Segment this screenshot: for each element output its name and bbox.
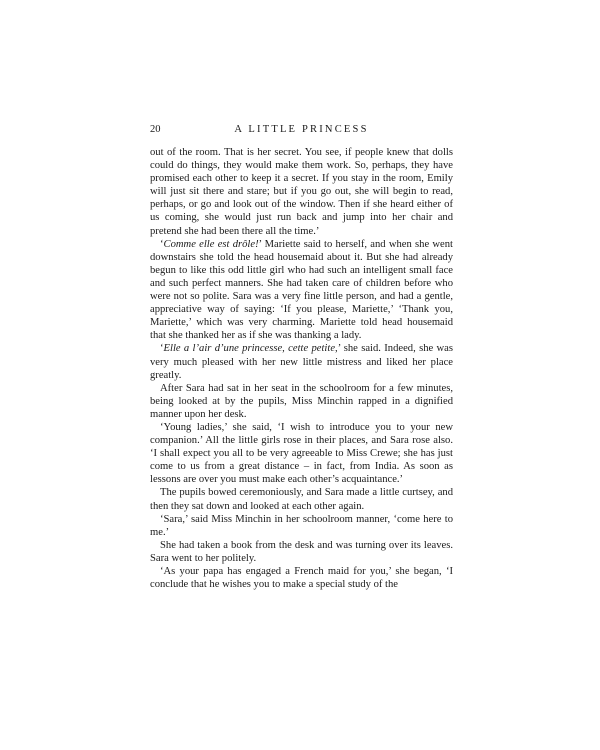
text-run: out of the room. That is her secret. You see, if people knew that dolls could do things, they would make them work. So, perhaps, they have promised each other to keep it a secret. If you stay in the room, Emily will just sit there and stare; but if you go out, she will begin to read, perhaps, or go and look out of the window. Then if she heard either of us coming, she would just run back and jump into her chair and pretend she had been there all the time.’ [150,147,453,237]
paragraph [150,486,453,512]
text-run: ‘Sara,’ said Miss Minchin in her schoolroom manner, ‘come here to me.’ [150,513,453,538]
text-run: She had taken a book from the desk and was turning over its leaves. Sara went to her politely. [150,539,453,564]
text-run: ‘ [160,343,164,355]
italic-text: Comme elle est drôle! [163,238,259,250]
paragraph [150,539,453,565]
paragraph [150,513,453,539]
paragraph [150,146,453,238]
paragraph [150,342,453,381]
paragraph [150,382,453,421]
paragraph [150,421,453,486]
running-title: A LITTLE PRINCESS [234,124,369,135]
text-run: ‘As your papa has engaged a French maid for you,’ she began, ‘I conclude that he wishes you to make a special study of the [150,566,453,591]
text-run: ’ she said. Indeed, she was very much pleased with her new little mistress and liked her place greatly. [150,343,453,381]
running-head [150,124,453,140]
text-run: After Sara had sat in her seat in the schoolroom for a few minutes, being looked at by the pupils, Miss Minchin rapped in a dignified manner upon her desk. [150,382,453,420]
italic-text: Elle a l’air d’une princesse, cette petite, [163,343,338,355]
body-text [150,146,453,591]
text-run: The pupils bowed ceremoniously, and Sara made a little curtsey, and then they sat down and looked at each other again. [150,487,453,512]
paragraph [150,238,453,343]
text-run: ’ Mariette said to herself, and when she went downstairs she told the head housemaid about it. But she had already begun to like this odd little girl who had such an intelligent small face and such perfect manners. She had taken care of children before who were not so polite. Sara was a very fine little person, and had a gentle, appreciative way of saying: ‘If you please, Mariette,’ ‘Thank you, Mariette,’ which was very charming. Mariette told head housemaid that she thanked her as if she was thanking a lady. [150,238,453,342]
page-number: 20 [150,124,161,135]
text-run: ‘ [160,238,164,250]
paragraph [150,565,453,591]
text-run: ‘Young ladies,’ she said, ‘I wish to introduce you to your new companion.’ All the little girls rose in their places, and Sara rose also. ‘I shall expect you all to be very agreeable to Miss Crewe; she has just come to us from a great distance – in fact, from India. As soon as lessons are over you must make each other’s acquaintance.’ [150,421,453,486]
